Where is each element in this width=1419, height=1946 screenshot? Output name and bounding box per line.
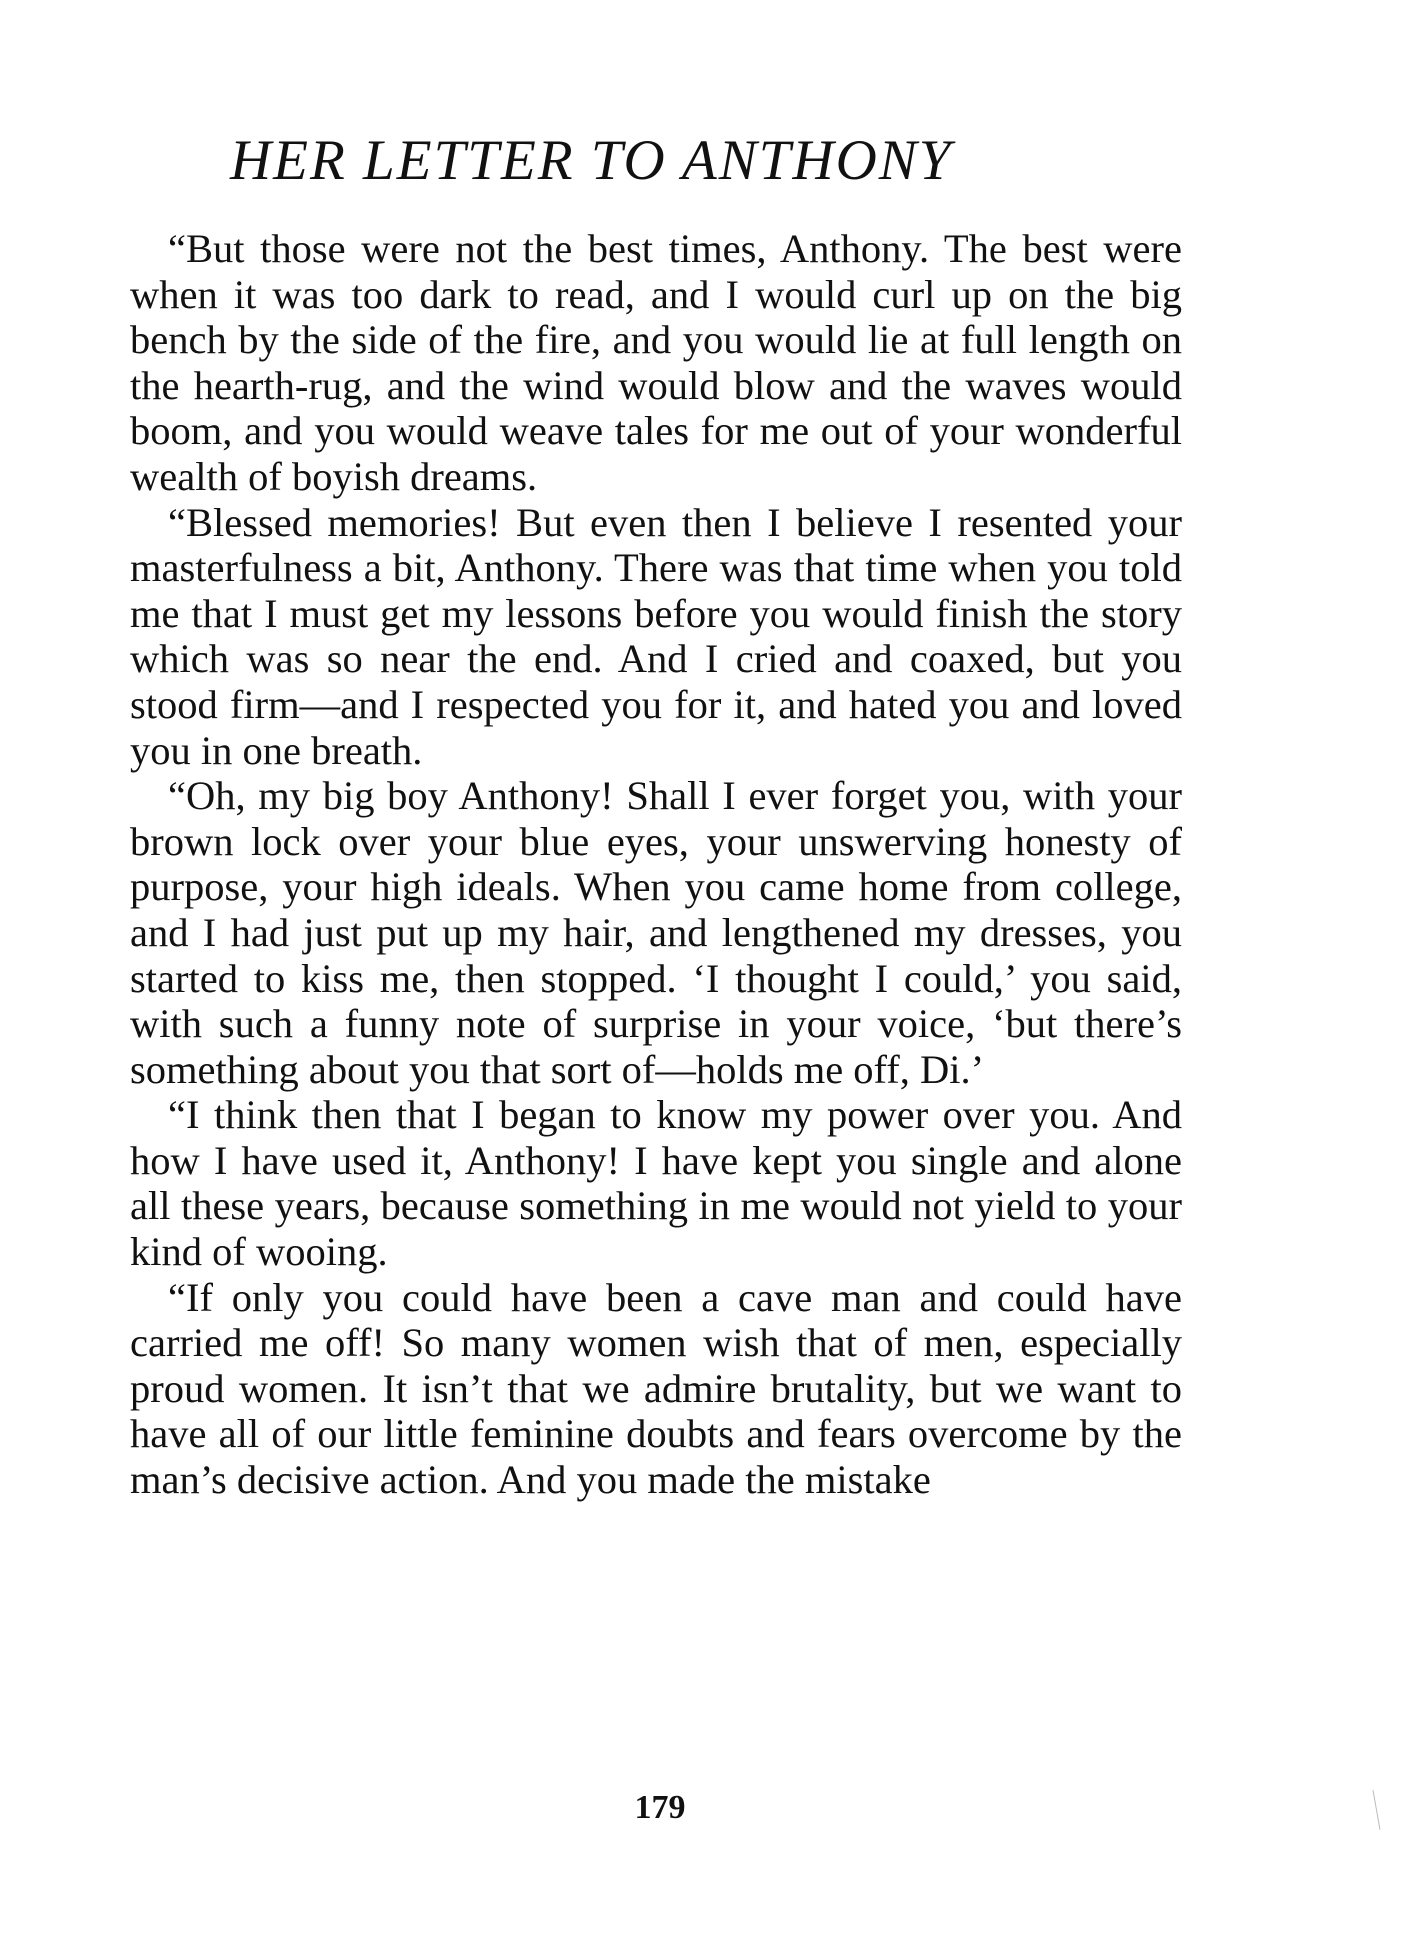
paragraph-1: “But those were not the best times, Anthony. The best were when it was too dark to read, and I would curl up on the big bench by the side of the fire, and you would lie at full length on the hearth-rug, and the wind would blow and the waves would boom, and you would weave tales for me out of your wonderful wealth of boyish dreams. [130,226,1182,499]
page-number: 179 [634,1789,686,1826]
paragraph-4: “I think then that I began to know my power over you. And how I have used it, Anthony! I have kept you single and alone all these years, because something in me would not yield to your kind of wooing. [130,1092,1182,1275]
body-text [130,226,1182,1503]
paragraph-5: “If only you could have been a cave man and could have carried me off! So many women wish that of men, especially proud women. It isn’t that we admire brutality, but we want to have all of our little feminine doubts and fears overcome by the man’s decisive action. And you made the mistake [130,1274,1182,1503]
scan-edge-mark [1373,1790,1381,1830]
paragraph-3: “Oh, my big boy Anthony! Shall I ever forget you, with your brown lock over your blue eyes, your unswerving honesty of purpose, your high ideals. When you came home from college, and I had just put up my hair, and lengthened my dresses, you started to kiss me, then stopped. ‘I thought I could,’ you said, with such a funny note of surprise in your voice, ‘but there’s something about you that sort of—holds me off, Di.’ [130,773,1182,1092]
running-head: HER LETTER TO ANTHONY [230,129,953,192]
paragraph-2: “Blessed memories! But even then I believe I resented your masterfulness a bit, Anthony. There was that time when you told me that I must get my lessons before you would finish the story which was so near the end. And I cried and coaxed, but you stood firm—and I respected you for it, and hated you and loved you in one breath. [130,499,1182,773]
